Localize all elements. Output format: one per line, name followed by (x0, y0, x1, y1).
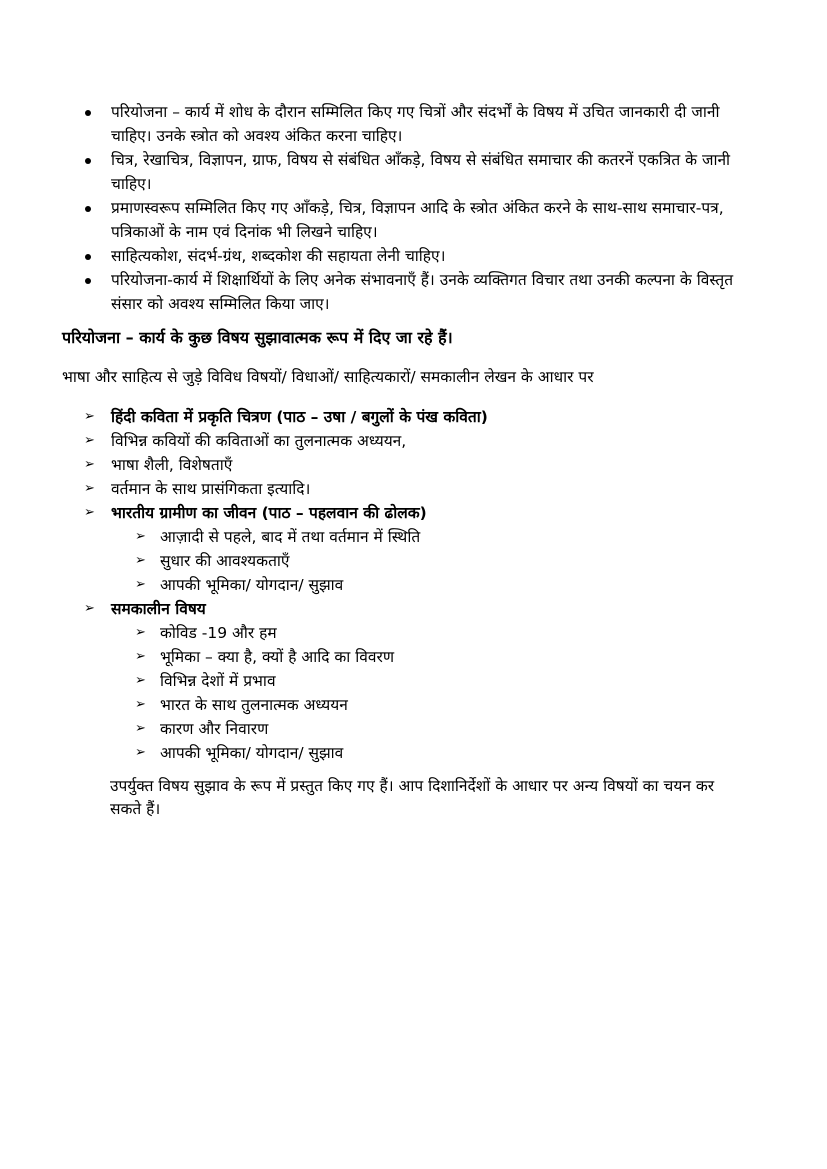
subtopic-item (84, 549, 744, 573)
arrow-bullet-icon: ➢ (84, 433, 95, 448)
subtopic-item (84, 621, 744, 645)
topic-text: वर्तमान के साथ प्रासंगिकता इत्यादि। (111, 480, 311, 498)
topic-text: आपकी भूमिका/ योगदान/ सुझाव (160, 576, 344, 594)
closing-paragraph: उपर्युक्त विषय सुझाव के रूप में प्रस्तुत किए गए हैं। आप दिशानिर्देशों के आधार पर अन्य विषयों का चयन कर सकते हैं। (110, 777, 715, 818)
topic-item (84, 405, 744, 429)
arrow-bullet-icon: ➢ (135, 649, 146, 664)
arrow-bullet-icon: ➢ (135, 553, 146, 568)
topic-text: आज़ादी से पहले, बाद में तथा वर्तमान में स्थिति (160, 528, 421, 546)
arrow-bullet-icon: ➢ (135, 625, 146, 640)
topic-text: विभिन्न देशों में प्रभाव (160, 672, 276, 690)
bullet-item: प्रमाणस्वरूप सम्मिलित किए गए आँकड़े, चित्र, विज्ञापन आदि के स्त्रोत अंकित करने के साथ-साथ समाचार-पत्र, पत्रिकाओं के नाम एवं दिनांक भी लिखने चाहिए। (84, 196, 734, 244)
arrow-bullet-icon: ➢ (84, 457, 95, 472)
intro-line: भाषा और साहित्य से जुड़े विविध विषयों/ विधाओं/ साहित्यकारों/ समकालीन लेखन के आधार पर (62, 368, 594, 386)
arrow-bullet-icon: ➢ (84, 409, 95, 424)
topic-text: भूमिका – क्या है, क्यों है आदि का विवरण (160, 648, 395, 666)
topic-text: भारतीय ग्रामीण का जीवन (पाठ – पहलवान की ढोलक) (111, 504, 427, 522)
subtopic-item (84, 741, 744, 765)
bullet-item: परियोजना-कार्य में शिक्षार्थियों के लिए अनेक संभावनाएँ हैं। उनके व्यक्तिगत विचार तथा उनकी कल्पना के विस्तृत संसार को अवश्य सम्मिलित किया जाए। (84, 268, 734, 316)
topic-text: विभिन्न कवियों की कविताओं का तुलनात्मक अध्ययन, (111, 432, 407, 450)
topic-item (84, 597, 744, 621)
arrow-bullet-icon: ➢ (135, 745, 146, 760)
topic-list (84, 405, 744, 765)
topic-item (84, 429, 744, 453)
arrow-bullet-icon: ➢ (84, 481, 95, 496)
bullet-item: परियोजना – कार्य में शोध के दौरान सम्मिलित किए गए चित्रों और संदर्भों के विषय में उचित जानकारी दी जानी चाहिए। उनके स्त्रोत को अवश्य अंकित करना चाहिए। (84, 100, 734, 148)
bullet-item: चित्र, रेखाचित्र, विज्ञापन, ग्राफ, विषय से संबंधित आँकड़े, विषय से संबंधित समाचार की कतरनें एकत्रित के जानी चाहिए। (84, 148, 734, 196)
arrow-bullet-icon: ➢ (84, 601, 95, 616)
topic-text: भाषा शैली, विशेषताएँ (111, 456, 233, 474)
topic-text: समकालीन विषय (111, 600, 206, 618)
arrow-bullet-icon: ➢ (135, 577, 146, 592)
arrow-bullet-icon: ➢ (135, 673, 146, 688)
topic-item (84, 453, 744, 477)
guideline-bullet-list (84, 100, 734, 316)
topic-text: सुधार की आवश्यकताएँ (160, 552, 290, 570)
topic-text: आपकी भूमिका/ योगदान/ सुझाव (160, 744, 344, 762)
arrow-bullet-icon: ➢ (135, 697, 146, 712)
topic-text: कोविड -19 और हम (160, 624, 277, 642)
subtopic-item (84, 693, 744, 717)
subtopic-item (84, 645, 744, 669)
arrow-bullet-icon: ➢ (84, 505, 95, 520)
subtopic-item (84, 717, 744, 741)
topic-text: कारण और निवारण (160, 720, 269, 738)
arrow-bullet-icon: ➢ (135, 529, 146, 544)
subtopic-item (84, 525, 744, 549)
section-heading: परियोजना – कार्य के कुछ विषय सुझावात्मक रूप में दिए जा रहे हैं। (62, 328, 453, 347)
topic-item (84, 477, 744, 501)
topic-text: हिंदी कविता में प्रकृति चित्रण (पाठ – उषा / बगुलों के पंख कविता) (111, 408, 488, 426)
bullet-item: साहित्यकोश, संदर्भ-ग्रंथ, शब्दकोश की सहायता लेनी चाहिए। (84, 244, 734, 268)
subtopic-item (84, 573, 744, 597)
topic-text: भारत के साथ तुलनात्मक अध्ययन (160, 696, 348, 714)
subtopic-item (84, 669, 744, 693)
topic-item (84, 501, 744, 525)
arrow-bullet-icon: ➢ (135, 721, 146, 736)
